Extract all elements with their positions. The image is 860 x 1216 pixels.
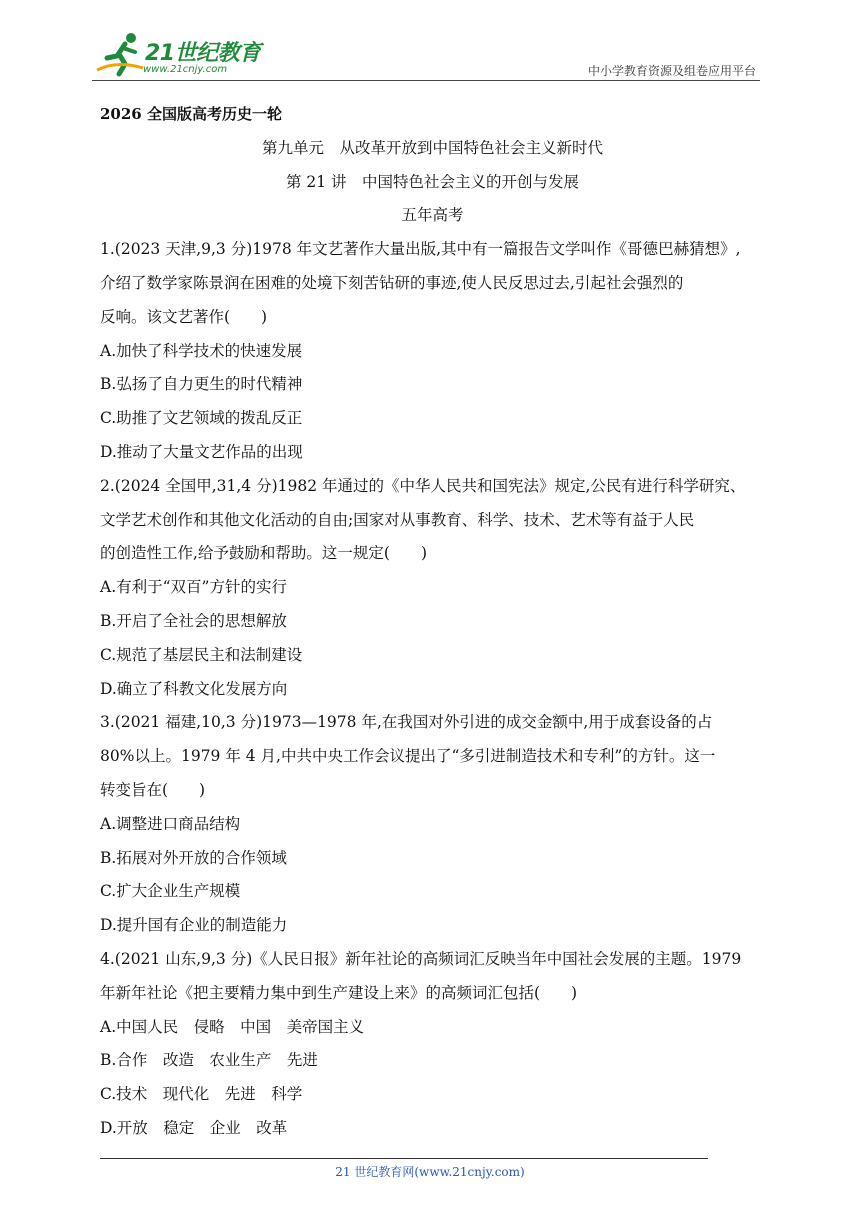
option-c: C.规范了基层民主和法制建设 bbox=[100, 645, 303, 664]
question-stem-line: 的创造性工作,给予鼓励和帮助。这一规定( ) bbox=[100, 544, 428, 563]
question-stem-line: 年新年社论《把主要精力集中到生产建设上来》的高频词汇包括( ) bbox=[100, 983, 578, 1002]
option-b: B.弘扬了自力更生的时代精神 bbox=[100, 375, 303, 394]
question-stem-line: 3.(2021 福建,10,3 分)1973—1978 年,在我国对外引进的成交金额中,用于成套设备的占 bbox=[100, 713, 713, 732]
option-c: C.扩大企业生产规模 bbox=[100, 882, 241, 901]
option-a: A.调整进口商品结构 bbox=[100, 814, 241, 833]
document-body bbox=[100, 98, 765, 1146]
platform-label: 中小学教育资源及组卷应用平台 bbox=[587, 64, 756, 78]
question-stem-line: 2.(2024 全国甲,31,4 分)1982 年通过的《中华人民共和国宪法》规定,公民有进行科学研究、 bbox=[100, 476, 746, 495]
option-d: D.确立了科教文化发展方向 bbox=[100, 679, 288, 698]
question-stem-line: 介绍了数学家陈景润在困难的处境下刻苦钻研的事迹,使人民反思过去,引起社会强烈的 bbox=[100, 273, 684, 292]
option-d: D.推动了大量文艺作品的出现 bbox=[100, 442, 303, 461]
option-d: D.提升国有企业的制造能力 bbox=[100, 916, 288, 935]
option-a: A.有利于“双百”方针的实行 bbox=[100, 578, 287, 597]
option-b: B.开启了全社会的思想解放 bbox=[100, 611, 287, 630]
logo-text: 21世纪教育 bbox=[145, 41, 261, 66]
question-stem-line: 80%以上。1979 年 4 月,中共中央工作会议提出了“多引进制造技术和专利”的方针。这一 bbox=[100, 747, 716, 766]
logo-url: www.21cnjy.com bbox=[143, 64, 228, 75]
lesson-title: 第 21 讲 中国特色社会主义的开创与发展 bbox=[285, 172, 580, 191]
option-c: C.技术 现代化 先进 科学 bbox=[100, 1085, 303, 1104]
question-3 bbox=[100, 706, 765, 943]
option-b: B.合作 改造 农业生产 先进 bbox=[100, 1051, 318, 1070]
header-divider bbox=[92, 80, 760, 81]
page-header bbox=[95, 30, 760, 82]
question-stem-line: 反响。该文艺著作( ) bbox=[100, 307, 268, 326]
question-stem-line: 转变旨在( ) bbox=[100, 780, 206, 799]
site-logo[interactable] bbox=[95, 30, 265, 82]
option-d: D.开放 稳定 企业 改革 bbox=[100, 1118, 288, 1137]
footer-link[interactable]: 21 世纪教育网(www.21cnjy.com) bbox=[335, 1165, 525, 1179]
footer-divider bbox=[100, 1158, 708, 1159]
question-stem-line: 4.(2021 山东,9,3 分)《人民日报》新年社论的高频词汇反映当年中国社会发展的主题。1979 bbox=[100, 949, 742, 968]
option-c: C.助推了文艺领域的拨乱反正 bbox=[100, 409, 303, 428]
option-b: B.拓展对外开放的合作领域 bbox=[100, 848, 287, 867]
running-figure-icon bbox=[95, 30, 147, 78]
edition-title: 2026 全国版高考历史一轮 bbox=[100, 105, 282, 123]
question-stem-line: 文学艺术创作和其他文化活动的自由;国家对从事教育、科学、技术、艺术等有益于人民 bbox=[100, 510, 695, 529]
unit-title: 第九单元 从改革开放到中国特色社会主义新时代 bbox=[261, 138, 603, 157]
question-1 bbox=[100, 233, 765, 470]
question-4 bbox=[100, 943, 765, 1146]
option-a: A.中国人民 侵略 中国 美帝国主义 bbox=[100, 1017, 365, 1036]
option-a: A.加快了科学技术的快速发展 bbox=[100, 341, 303, 360]
section-title: 五年高考 bbox=[401, 206, 464, 225]
question-stem-line: 1.(2023 天津,9,3 分)1978 年文艺著作大量出版,其中有一篇报告文学叫作《哥德巴赫猜想》, bbox=[100, 240, 741, 259]
question-2 bbox=[100, 470, 765, 707]
